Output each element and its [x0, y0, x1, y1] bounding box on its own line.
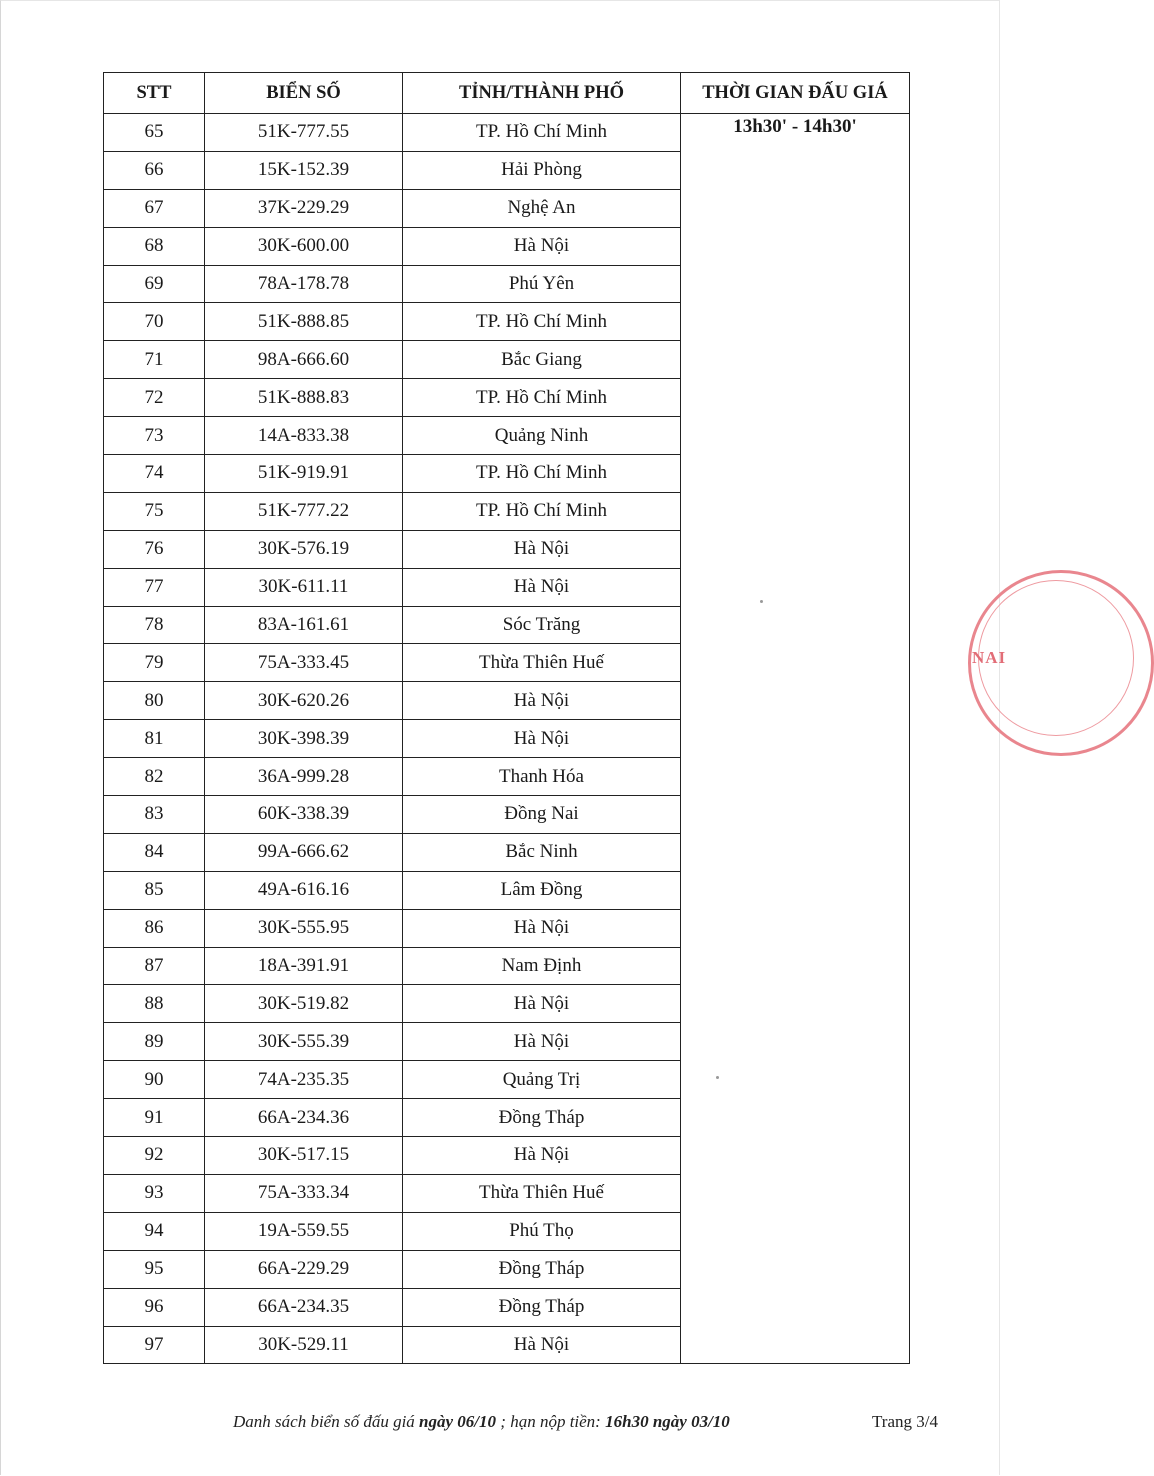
row-plate-number: 99A-666.62 — [205, 833, 403, 871]
row-stt: 88 — [104, 985, 205, 1023]
row-stt: 76 — [104, 530, 205, 568]
table-header-row — [104, 73, 910, 114]
row-plate-number: 14A-833.38 — [205, 417, 403, 455]
row-plate-number: 83A-161.61 — [205, 606, 403, 644]
row-province: TP. Hồ Chí Minh — [403, 492, 681, 530]
row-stt: 72 — [104, 379, 205, 417]
row-plate-number: 30K-398.39 — [205, 720, 403, 758]
row-plate-number: 75A-333.34 — [205, 1174, 403, 1212]
row-stt: 92 — [104, 1137, 205, 1175]
license-plate-table — [103, 72, 910, 1364]
row-province: Hà Nội — [403, 530, 681, 568]
header-stt: STT — [104, 73, 205, 114]
row-stt: 89 — [104, 1023, 205, 1061]
footer-payment-deadline: 16h30 ngày 03/10 — [605, 1412, 730, 1431]
scan-speck — [760, 600, 763, 603]
row-province: Hà Nội — [403, 1137, 681, 1175]
row-province: Nghệ An — [403, 189, 681, 227]
row-plate-number: 19A-559.55 — [205, 1212, 403, 1250]
row-province: Lâm Đồng — [403, 871, 681, 909]
row-plate-number: 78A-178.78 — [205, 265, 403, 303]
row-plate-number: 30K-519.82 — [205, 985, 403, 1023]
auction-time-slot: 13h30' - 14h30' — [681, 114, 910, 1364]
row-plate-number: 60K-338.39 — [205, 796, 403, 834]
row-province: Hà Nội — [403, 682, 681, 720]
row-stt: 75 — [104, 492, 205, 530]
row-plate-number: 75A-333.45 — [205, 644, 403, 682]
footer-note-prefix: Danh sách biển số đấu giá — [233, 1412, 415, 1431]
row-stt: 95 — [104, 1250, 205, 1288]
page-footer — [0, 1408, 1000, 1438]
row-stt: 68 — [104, 227, 205, 265]
row-province: Thừa Thiên Huế — [403, 1174, 681, 1212]
row-plate-number: 66A-234.36 — [205, 1099, 403, 1137]
row-province: Quảng Trị — [403, 1061, 681, 1099]
stamp-text: NAI — [972, 648, 1007, 667]
row-plate-number: 66A-234.35 — [205, 1288, 403, 1326]
row-stt: 83 — [104, 796, 205, 834]
row-province: Thanh Hóa — [403, 758, 681, 796]
row-province: TP. Hồ Chí Minh — [403, 455, 681, 493]
row-province: Hà Nội — [403, 985, 681, 1023]
row-plate-number: 37K-229.29 — [205, 189, 403, 227]
row-stt: 70 — [104, 303, 205, 341]
row-stt: 67 — [104, 189, 205, 227]
row-stt: 82 — [104, 758, 205, 796]
footer-note-mid: ; hạn nộp tiền: — [500, 1412, 601, 1431]
row-province: Thừa Thiên Huế — [403, 644, 681, 682]
row-province: Phú Yên — [403, 265, 681, 303]
row-province: Đồng Tháp — [403, 1288, 681, 1326]
row-province: Hà Nội — [403, 1023, 681, 1061]
row-plate-number: 74A-235.35 — [205, 1061, 403, 1099]
row-province: Đồng Tháp — [403, 1250, 681, 1288]
row-stt: 87 — [104, 947, 205, 985]
row-stt: 66 — [104, 151, 205, 189]
scan-speck — [716, 1076, 719, 1079]
row-province: Hà Nội — [403, 227, 681, 265]
row-province: TP. Hồ Chí Minh — [403, 303, 681, 341]
header-plate-number: BIỂN SỐ — [205, 73, 403, 114]
footer-note — [233, 1412, 730, 1432]
row-province: Hải Phòng — [403, 151, 681, 189]
header-auction-time: THỜI GIAN ĐẤU GIÁ — [681, 73, 910, 114]
row-plate-number: 51K-777.55 — [205, 114, 403, 152]
row-province: Hà Nội — [403, 720, 681, 758]
footer-auction-date: ngày 06/10 — [419, 1412, 497, 1431]
row-plate-number: 30K-600.00 — [205, 227, 403, 265]
row-stt: 73 — [104, 417, 205, 455]
row-stt: 77 — [104, 568, 205, 606]
row-province: Nam Định — [403, 947, 681, 985]
row-province: Hà Nội — [403, 568, 681, 606]
row-plate-number: 51K-777.22 — [205, 492, 403, 530]
row-stt: 91 — [104, 1099, 205, 1137]
row-stt: 97 — [104, 1326, 205, 1364]
row-province: Hà Nội — [403, 909, 681, 947]
row-province: Bắc Ninh — [403, 833, 681, 871]
row-plate-number: 15K-152.39 — [205, 151, 403, 189]
row-stt: 65 — [104, 114, 205, 152]
row-province: Hà Nội — [403, 1326, 681, 1364]
row-stt: 90 — [104, 1061, 205, 1099]
table-row — [104, 114, 910, 152]
row-province: Đồng Tháp — [403, 1099, 681, 1137]
row-stt: 71 — [104, 341, 205, 379]
row-province: Phú Thọ — [403, 1212, 681, 1250]
row-stt: 94 — [104, 1212, 205, 1250]
row-stt: 93 — [104, 1174, 205, 1212]
row-plate-number: 51K-919.91 — [205, 455, 403, 493]
header-province: TỈNH/THÀNH PHỐ — [403, 73, 681, 114]
row-province: Quảng Ninh — [403, 417, 681, 455]
row-plate-number: 98A-666.60 — [205, 341, 403, 379]
row-plate-number: 51K-888.85 — [205, 303, 403, 341]
row-plate-number: 36A-999.28 — [205, 758, 403, 796]
row-plate-number: 30K-555.95 — [205, 909, 403, 947]
row-stt: 79 — [104, 644, 205, 682]
row-province: Đồng Nai — [403, 796, 681, 834]
row-stt: 84 — [104, 833, 205, 871]
row-plate-number: 30K-529.11 — [205, 1326, 403, 1364]
row-stt: 74 — [104, 455, 205, 493]
row-plate-number: 30K-517.15 — [205, 1137, 403, 1175]
table-body — [104, 114, 910, 1364]
row-plate-number: 30K-620.26 — [205, 682, 403, 720]
row-plate-number: 30K-555.39 — [205, 1023, 403, 1061]
row-province: Bắc Giang — [403, 341, 681, 379]
row-stt: 69 — [104, 265, 205, 303]
row-plate-number: 51K-888.83 — [205, 379, 403, 417]
red-seal-stamp — [968, 570, 1007, 760]
row-plate-number: 49A-616.16 — [205, 871, 403, 909]
row-stt: 86 — [104, 909, 205, 947]
row-plate-number: 30K-611.11 — [205, 568, 403, 606]
row-plate-number: 30K-576.19 — [205, 530, 403, 568]
row-stt: 78 — [104, 606, 205, 644]
row-province: TP. Hồ Chí Minh — [403, 379, 681, 417]
row-stt: 80 — [104, 682, 205, 720]
row-province: TP. Hồ Chí Minh — [403, 114, 681, 152]
row-stt: 85 — [104, 871, 205, 909]
row-plate-number: 66A-229.29 — [205, 1250, 403, 1288]
row-plate-number: 18A-391.91 — [205, 947, 403, 985]
page-number: Trang 3/4 — [872, 1412, 938, 1431]
row-province: Sóc Trăng — [403, 606, 681, 644]
row-stt: 81 — [104, 720, 205, 758]
row-stt: 96 — [104, 1288, 205, 1326]
